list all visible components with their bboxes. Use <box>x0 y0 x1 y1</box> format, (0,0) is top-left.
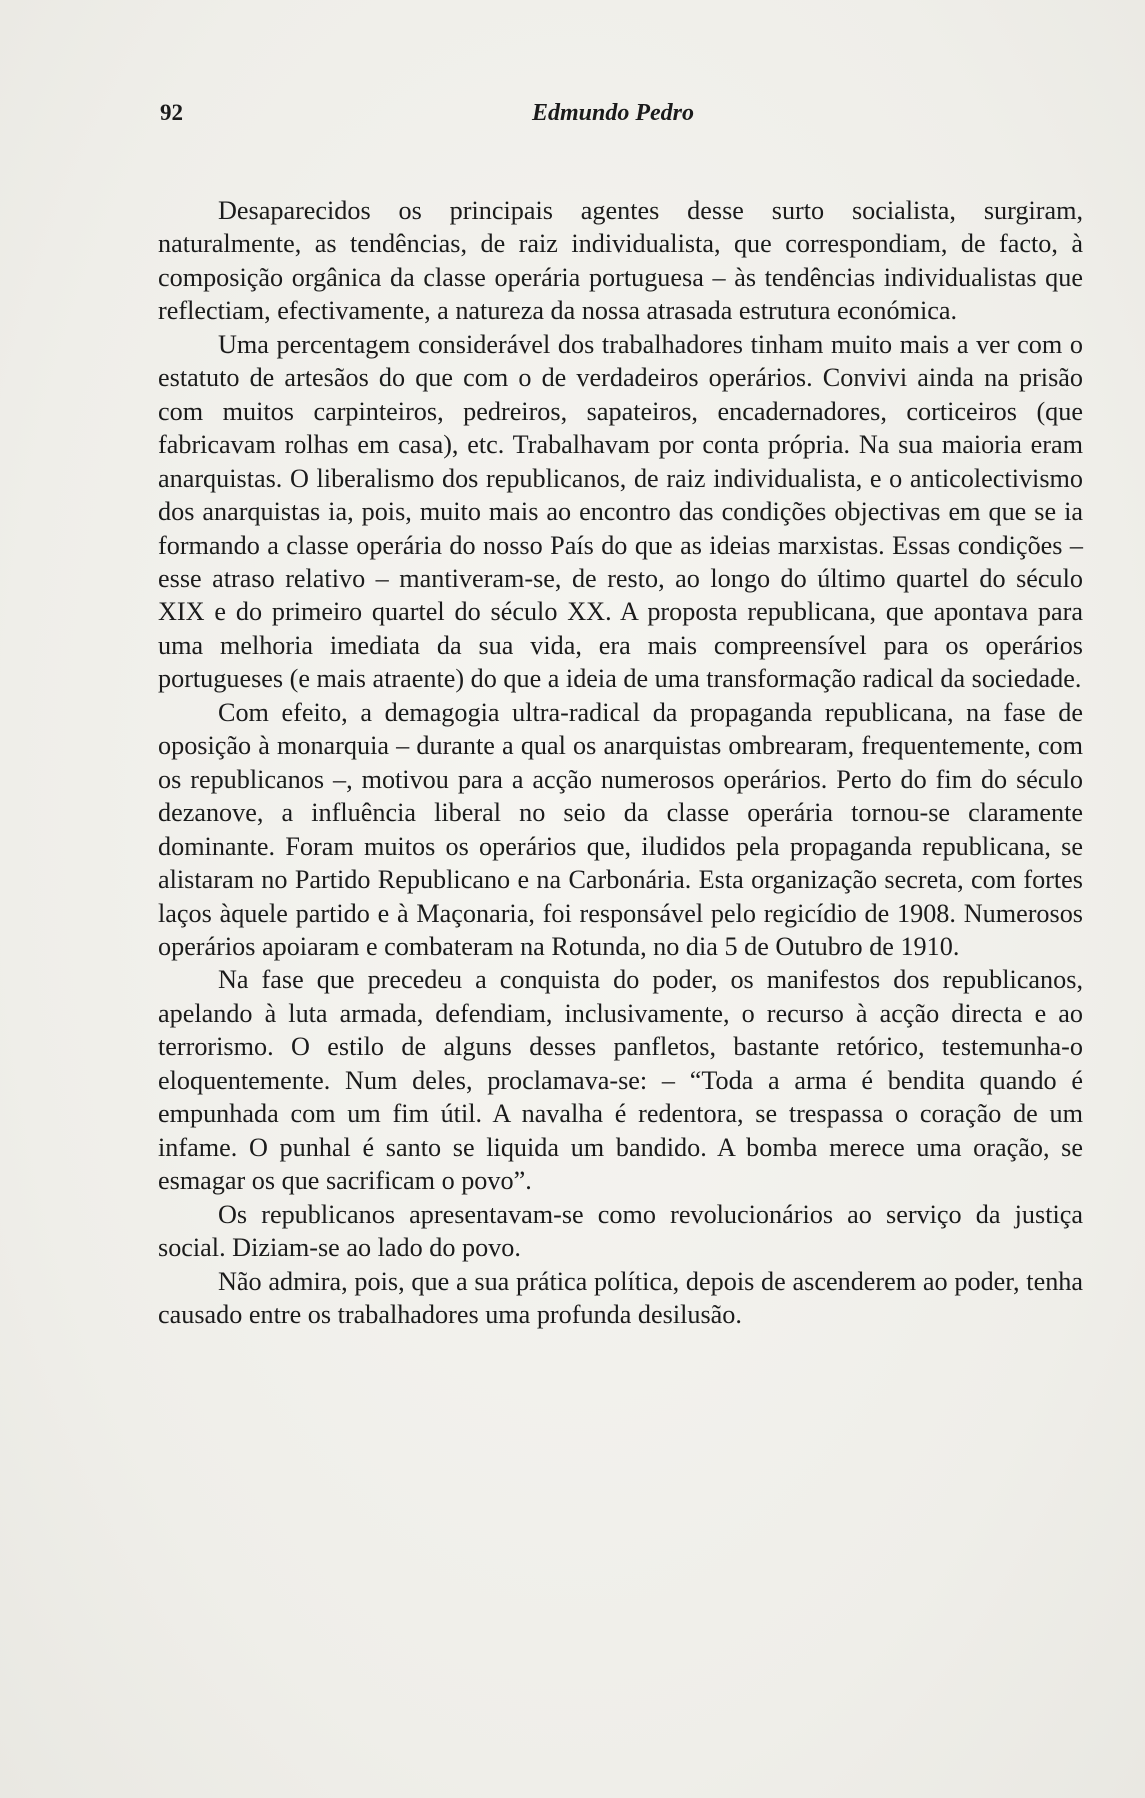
paragraph: Na fase que precedeu a conquista do poder, os manifestos dos republicanos, apelando à luta armada, defendiam, inclusivamente, o recurso à acção directa e ao terrorismo. O estilo de alguns desses panfletos, bastante retórico, testemunha-o eloquentemente. Num deles, proclamava-se: – “Toda a arma é bendita quando é empunhada com um fim útil. A navalha é redentora, se trespassa o coração de um infame. O punhal é santo se liquida um bandido. A bomba merece uma oração, se esmagar os que sacrificam o povo”. <box>158 965 1083 1196</box>
page-number: 92 <box>160 100 183 125</box>
paragraph: Os republicanos apresentavam-se como revolucionários ao serviço da justiça social. Diziam-se ao lado do povo. <box>158 1199 1083 1263</box>
paragraph: Desaparecidos os principais agentes desse surto socialista, surgiram, naturalmente, as tendências, de raiz individualista, que correspondiam, de facto, à composição orgânica da classe operária portuguesa – às tendências individualistas que reflectiam, efectivamente, a natureza da nossa atrasada estrutura económica. <box>158 196 1083 326</box>
running-head-author: Edmundo Pedro <box>532 100 695 126</box>
paragraph: Não admira, pois, que a sua prática política, depois de ascenderem ao poder, tenha causado entre os trabalhadores uma profunda desilusão. <box>158 1266 1083 1329</box>
paragraph: Uma percentagem considerável dos trabalhadores tinham muito mais a ver com o estatuto de artesãos do que com o de verdadeiros operários. Convivi ainda na prisão com muitos carpinteiros, pedreiros, sapateiros, encadernadores, corticeiros (que fabricavam rolhas em casa), etc. Trabalhavam por conta própria. Na sua maioria eram anarquistas. O liberalismo dos republicanos, de raiz individualista, e o anticolectivismo dos anarquistas ia, pois, muito mais ao encontro das condições objectivas em que se ia formando a classe operária do nosso País do que as ideias marxistas. Essas condições – esse atraso relativo – mantiveram-se, de resto, ao longo do último quartel do século XIX e do primeiro quartel do século XX. A proposta republicana, que apontava para uma melhoria imediata da sua vida, era mais compreensível para os operários portugueses (e mais atraente) do que a ideia de uma transformação radical da sociedade. <box>158 329 1083 694</box>
paragraph: Com efeito, a demagogia ultra-radical da propaganda republicana, na fase de oposição à monarquia – durante a qual os anarquistas ombrearam, frequentemente, com os republicanos –, motivou para a acção numerosos operários. Perto do fim do século dezanove, a influência liberal no seio da classe operária tornou-se claramente dominante. Foram muitos os operários que, iludidos pela propaganda republicana, se alistaram no Partido Republicano e na Carbonária. Esta organização secreta, com fortes laços àquele partido e à Maçonaria, foi responsável pelo regicídio de 1908. Numerosos operários apoiaram e combateram na Rotunda, no dia 5 de Outubro de 1910. <box>158 697 1083 961</box>
page-header <box>160 100 1085 134</box>
body-text <box>158 194 1083 1331</box>
